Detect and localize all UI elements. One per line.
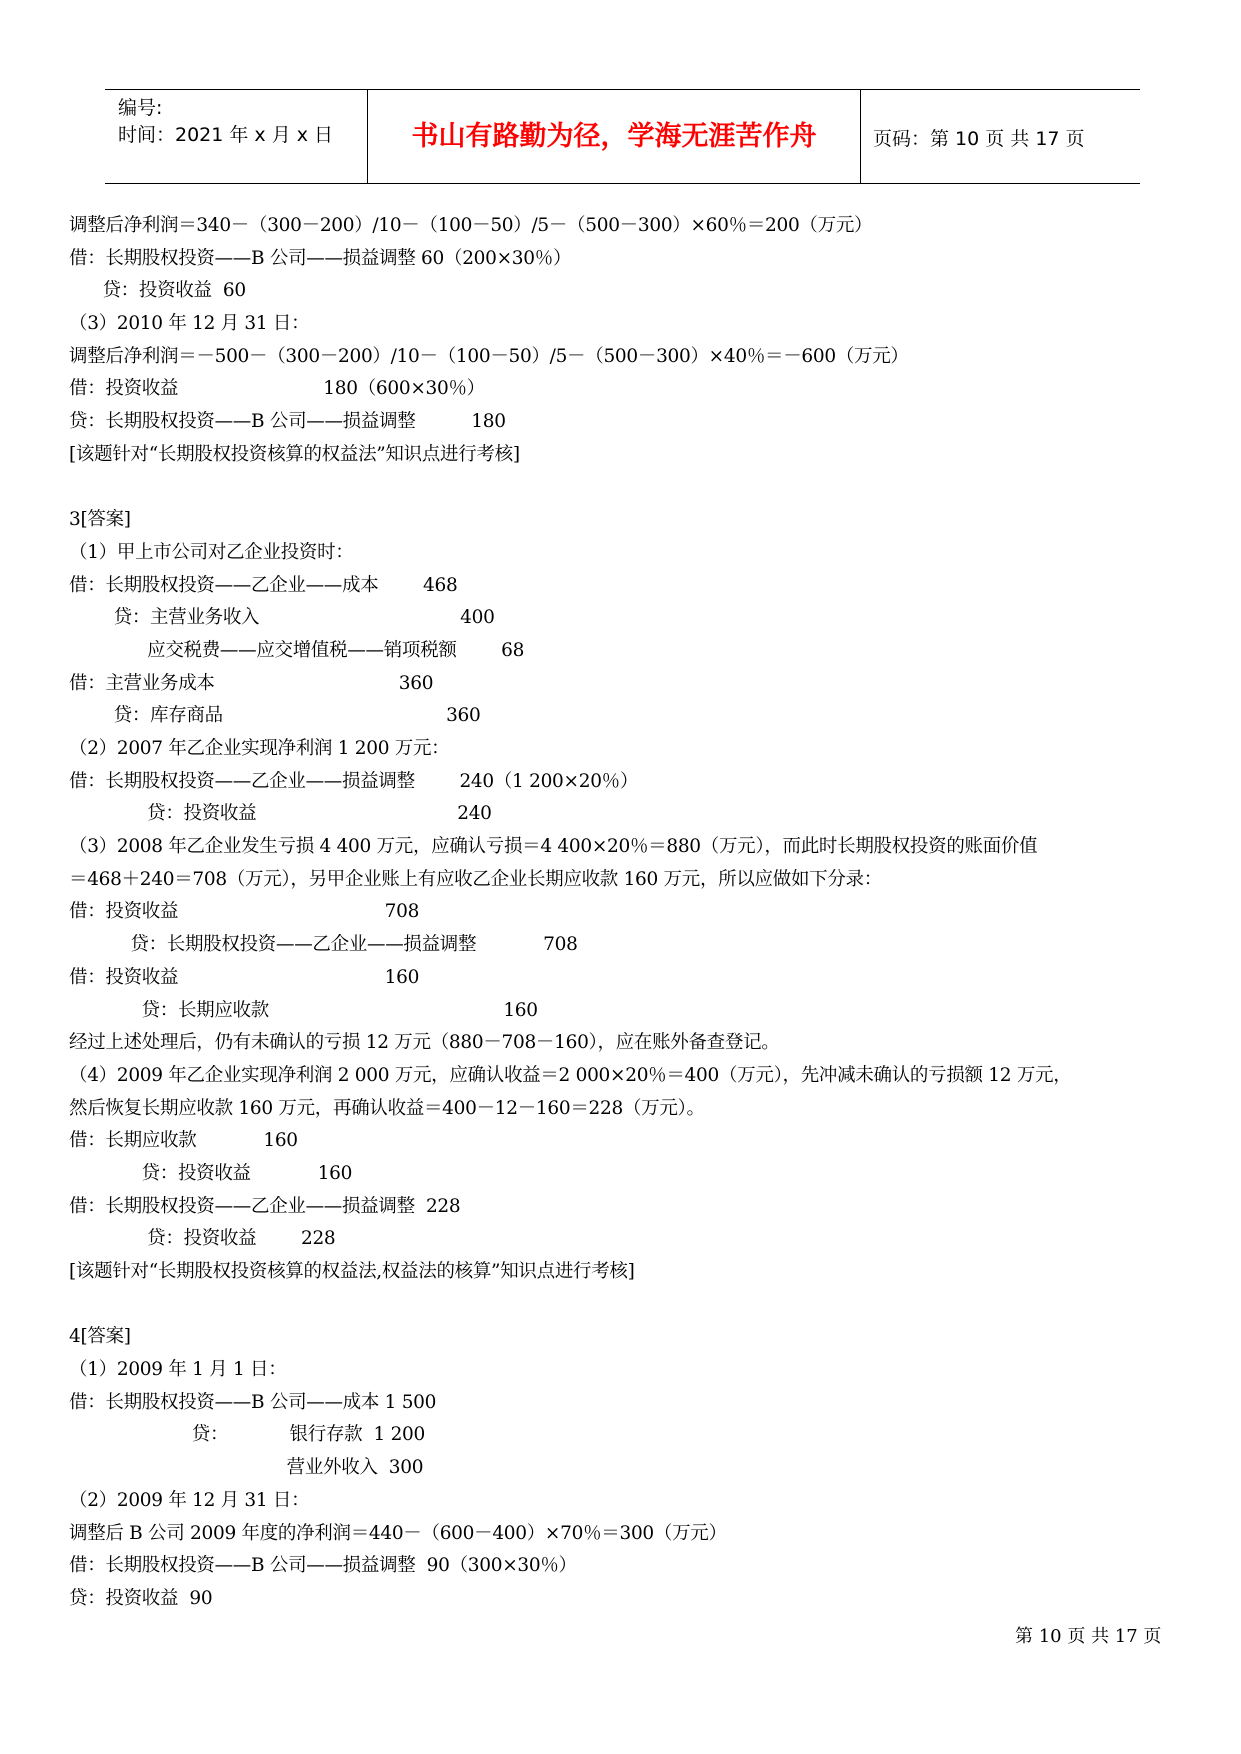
text-line: （1）甲上市公司对乙企业投资时： [69,541,354,563]
motto: 书山有路勤为径，学海无涯苦作舟 [411,121,817,152]
text-line: 借：长期股权投资——B 公司——成本 1 500 [69,1391,437,1413]
text-line: （4）2009 年乙企业实现净利润 2 000 万元，应确认收益＝2 000×20％＝400（万元），先冲减未确认的亏损额 12 万元， [69,1064,1072,1086]
text-line: 贷：投资收益 90 [69,1587,213,1609]
text-line: （1）2009 年 1 月 1 日： [69,1359,287,1381]
text-line: （2）2009 年 12 月 31 日： [69,1489,310,1511]
text-line: 贷： 银行存款 1 200 [69,1424,425,1446]
text-line: 借：投资收益 180（600×30％） [69,378,485,400]
header-motto-cell [367,90,861,183]
text-line: 调整后 B 公司 2009 年度的净利润＝440－（600－400）×70％＝300（万元） [69,1522,727,1544]
text-line: 借：主营业务成本 360 [69,672,434,694]
text-line: 经过上述处理后，仍有未确认的亏损 12 万元（880－708－160），应在账外备查登记。 [69,1032,780,1054]
text-line: 贷：投资收益 160 [69,1162,353,1184]
text-line: 借：长期应收款 160 [69,1130,298,1152]
text-line: 贷：长期股权投资——B 公司——损益调整 180 [69,411,506,433]
text-line: （3）2008 年乙企业发生亏损 4 400 万元，应确认亏损＝4 400×20％＝880（万元），而此时长期股权投资的账面价值 [69,836,1038,858]
text-line: 3[答案] [69,509,131,531]
text-line [69,1289,1179,1322]
text-line: 贷：长期股权投资——乙企业——损益调整 708 [69,934,578,956]
text-line: 贷：投资收益 60 [69,280,246,302]
text-line: 贷：库存商品 360 [69,705,481,727]
header-table [105,89,1140,184]
document-number-label: 编号: [118,97,163,119]
text-line: 借：长期股权投资——B 公司——损益调整 60（200×30％） [69,247,572,269]
text-line: 借：长期股权投资——B 公司——损益调整 90（300×30％） [69,1555,577,1577]
text-line: 借：投资收益 160 [69,966,420,988]
text-line: [该题针对“长期股权投资核算的权益法,权益法的核算”知识点进行考核] [69,1261,635,1282]
header-page-cell [861,90,1140,183]
text-line: 营业外收入 300 [69,1457,424,1479]
text-line [69,472,1179,505]
text-line: 借：长期股权投资——乙企业——损益调整 228 [69,1195,461,1217]
text-line: 贷：投资收益 240 [69,803,492,825]
text-line: 应交税费——应交增值税——销项税额 68 [69,639,525,661]
header-page-info: 页码：第 10 页 共 17 页 [873,128,1085,150]
document-time-label: 时间：2021 年 x 月 x 日 [118,124,334,146]
text-line: 借：投资收益 708 [69,901,420,923]
header-left-cell [105,90,367,183]
text-line: 贷：长期应收款 160 [69,999,538,1021]
text-line: 4[答案] [69,1326,131,1348]
text-line: 借：长期股权投资——乙企业——成本 468 [69,574,458,596]
text-line: ＝468＋240＝708（万元），另甲企业账上有应收乙企业长期应收款 160 万元，所以应做如下分录： [69,868,882,890]
text-line: [该题针对“长期股权投资核算的权益法”知识点进行考核] [69,443,520,465]
text-line: 贷：主营业务收入 400 [69,607,495,629]
text-line: （3）2010 年 12 月 31 日： [69,313,310,335]
text-line: 借：长期股权投资——乙企业——损益调整 240（1 200×20％） [69,770,639,792]
text-line: 贷：投资收益 228 [69,1228,336,1250]
document-body [69,210,1179,1616]
text-line: 然后恢复长期应收款 160 万元，再确认收益＝400－12－160＝228（万元）。 [69,1097,705,1119]
page-footer: 第 10 页 共 17 页 [1015,1626,1162,1647]
text-line: 调整后净利润＝－500－（300－200）/10－（100－50）/5－（500－300）×40％＝－600（万元） [69,345,909,367]
text-line: （2）2007 年乙企业实现净利润 1 200 万元： [69,738,450,759]
text-line: 调整后净利润＝340－（300－200）/10－（100－50）/5－（500－300）×60％＝200（万元） [69,215,873,236]
